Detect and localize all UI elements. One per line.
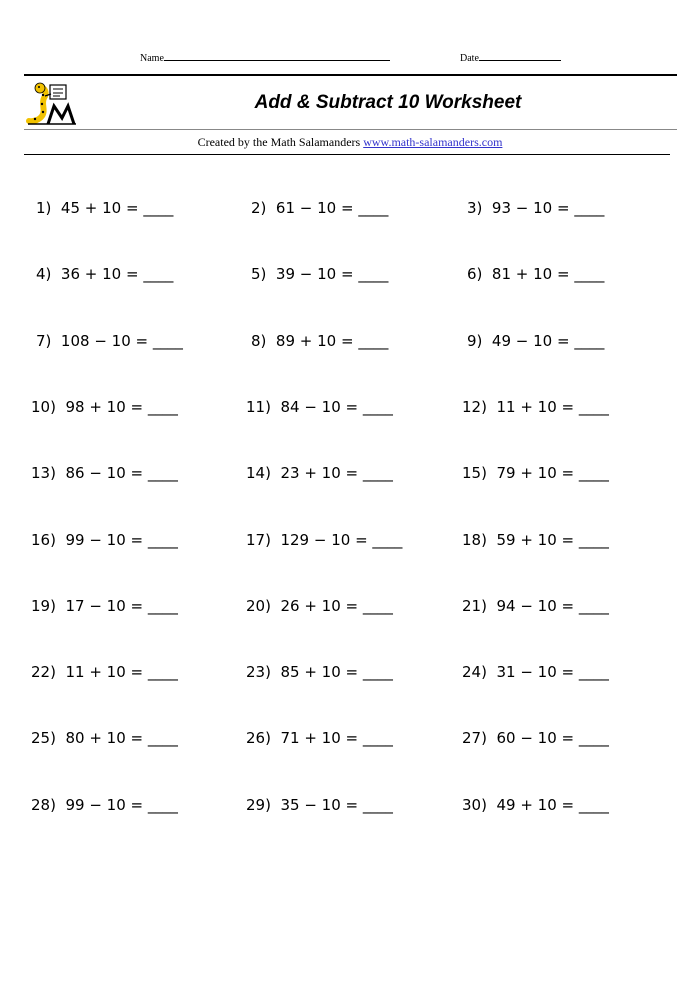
middle-rule xyxy=(24,129,677,130)
problem-28: 28) 99 − 10 = ____ xyxy=(31,796,178,814)
problem-25: 25) 80 + 10 = ____ xyxy=(31,729,178,747)
top-rule xyxy=(24,74,677,76)
problem-30: 30) 49 + 10 = ____ xyxy=(462,796,609,814)
date-field[interactable] xyxy=(460,51,561,64)
problem-18: 18) 59 + 10 = ____ xyxy=(462,531,609,549)
problem-17: 17) 129 − 10 = ____ xyxy=(246,531,403,549)
problem-2: 2) 61 − 10 = ____ xyxy=(251,199,389,217)
problem-16: 16) 99 − 10 = ____ xyxy=(31,531,178,549)
problem-5: 5) 39 − 10 = ____ xyxy=(251,265,389,283)
problem-27: 27) 60 − 10 = ____ xyxy=(462,729,609,747)
problem-4: 4) 36 + 10 = ____ xyxy=(36,265,174,283)
name-field[interactable] xyxy=(140,51,390,64)
problem-22: 22) 11 + 10 = ____ xyxy=(31,663,178,681)
credit-line xyxy=(0,135,700,150)
problem-12: 12) 11 + 10 = ____ xyxy=(462,398,609,416)
credit-link[interactable]: www.math-salamanders.com xyxy=(363,135,503,149)
problem-11: 11) 84 − 10 = ____ xyxy=(246,398,393,416)
problem-6: 6) 81 + 10 = ____ xyxy=(467,265,605,283)
problem-15: 15) 79 + 10 = ____ xyxy=(462,464,609,482)
problem-8: 8) 89 + 10 = ____ xyxy=(251,332,389,350)
problem-26: 26) 71 + 10 = ____ xyxy=(246,729,393,747)
credit-text: Created by the Math Salamanders xyxy=(197,135,361,149)
math-salamander-logo-icon xyxy=(24,82,78,126)
problem-21: 21) 94 − 10 = ____ xyxy=(462,597,609,615)
problem-23: 23) 85 + 10 = ____ xyxy=(246,663,393,681)
problem-10: 10) 98 + 10 = ____ xyxy=(31,398,178,416)
name-label: Name xyxy=(140,53,164,64)
problem-19: 19) 17 − 10 = ____ xyxy=(31,597,178,615)
bottom-rule xyxy=(24,154,670,155)
name-line[interactable] xyxy=(164,51,390,61)
problem-9: 9) 49 − 10 = ____ xyxy=(467,332,605,350)
problem-29: 29) 35 − 10 = ____ xyxy=(246,796,393,814)
date-line[interactable] xyxy=(479,51,561,61)
name-date-row xyxy=(0,51,700,65)
problem-14: 14) 23 + 10 = ____ xyxy=(246,464,393,482)
page-title: Add & Subtract 10 Worksheet xyxy=(254,92,522,113)
date-label: Date xyxy=(460,53,479,64)
problem-1: 1) 45 + 10 = ____ xyxy=(36,199,174,217)
problem-24: 24) 31 − 10 = ____ xyxy=(462,663,609,681)
problem-13: 13) 86 − 10 = ____ xyxy=(31,464,178,482)
problem-7: 7) 108 − 10 = ____ xyxy=(36,332,183,350)
problem-20: 20) 26 + 10 = ____ xyxy=(246,597,393,615)
problem-3: 3) 93 − 10 = ____ xyxy=(467,199,605,217)
